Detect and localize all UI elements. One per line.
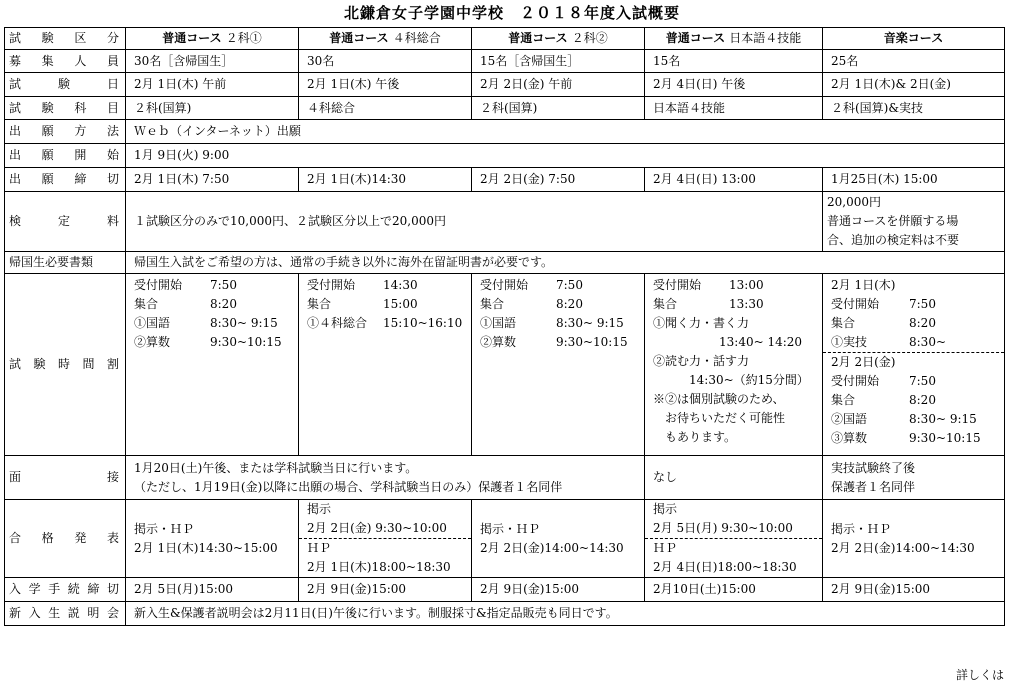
cell: 日本語４技能	[645, 97, 823, 120]
row-label-text	[9, 580, 119, 599]
label-char: 験	[33, 357, 46, 371]
cell: 2月 5日(月)15:00	[126, 578, 299, 602]
row-returnee	[5, 252, 1005, 274]
label-char: 間	[82, 357, 95, 371]
label-char: 員	[106, 53, 119, 68]
cell: 2月 1日(木) 午前	[126, 73, 299, 97]
label-char: 分	[106, 31, 119, 45]
schedule-col-2: 受付開始 14:30 集合 15:00 ①４科総合 15:10~16:10	[299, 274, 472, 456]
cell: 15名［含帰国生］	[472, 50, 645, 73]
label-char: 定	[57, 214, 70, 228]
row-label-text	[9, 146, 119, 165]
col-header-5: 音楽コース	[823, 28, 1005, 50]
cell: Ｗｅｂ（インターネット）出願	[126, 120, 1005, 144]
label-char: 出	[9, 172, 22, 186]
row-label-apply-method	[5, 120, 126, 144]
row-subjects	[5, 97, 1005, 120]
label-char: 格	[41, 531, 54, 545]
label-char: 試	[9, 77, 22, 91]
label-char: 合	[9, 531, 22, 545]
label-char: 入	[9, 582, 22, 596]
label-char: 験	[57, 77, 70, 91]
row-label-text	[9, 212, 119, 231]
label-char: 願	[41, 124, 54, 138]
results-col-1: 掲示・ＨＰ 2月 1日(木)14:30~15:00	[126, 500, 299, 578]
header-row	[5, 28, 1005, 50]
cell: なし	[645, 456, 823, 500]
label-char: 学	[28, 582, 41, 596]
cell: 2月 2日(金) 午前	[472, 73, 645, 97]
label-char: 会	[106, 606, 119, 620]
row-label-category	[5, 28, 126, 50]
label-char: 割	[106, 357, 119, 371]
row-apply-method	[5, 120, 1005, 144]
label-char: 出	[9, 124, 22, 138]
schedule-col-3: 受付開始 7:50 集合 8:20 ①国語 8:30~ 9:15 ②算数 9:30~10:15	[472, 274, 645, 456]
label-char: 始	[106, 148, 119, 162]
row-label-results	[5, 500, 126, 578]
row-label-fee	[5, 192, 126, 252]
schedule-col-1: 受付開始 7:50 集合 8:20 ①国語 8:30~ 9:15 ②算数 9:30~10:15	[126, 274, 299, 456]
label-char: 入	[28, 606, 41, 620]
row-label-text	[9, 170, 119, 189]
schedule-col-5: 2月 1日(木) 受付開始 7:50 集合 8:20 ①実技 8:30~ 2月 2日(金) 受付開始 7:50 集合 8:20 ②国語 8:30~ 9:15 ③算数 9:30~10:15	[823, 274, 1005, 456]
cell: 25名	[823, 50, 1005, 73]
label-char: 験	[41, 100, 54, 115]
cell: 2月 9日(金)15:00	[299, 578, 472, 602]
row-label-apply-deadline	[5, 168, 126, 192]
row-label-text	[9, 52, 119, 71]
label-char: 手	[48, 582, 61, 596]
page-title: 北鎌倉女子学園中学校 ２０１８年度入試概要	[343, 4, 680, 22]
row-label-text	[9, 529, 119, 548]
row-label-capacity	[5, 50, 126, 73]
row-capacity	[5, 50, 1005, 73]
label-char: 科	[74, 100, 87, 115]
cell: 2月 1日(木) 7:50	[126, 168, 299, 192]
cell: 2月 9日(金)15:00	[472, 578, 645, 602]
label-char: 目	[106, 100, 119, 115]
cell: 30名	[299, 50, 472, 73]
row-label-interview	[5, 456, 126, 500]
label-char: 区	[74, 31, 87, 45]
row-label-text	[9, 355, 119, 374]
cell-interview-music: 実技試験終了後 保護者１名同伴	[823, 456, 1005, 500]
label-char: 方	[74, 124, 87, 138]
label-char: 験	[41, 31, 54, 45]
cell: 2月 1日(木)& 2日(金)	[823, 73, 1005, 97]
row-label-text	[9, 604, 119, 623]
label-char: 願	[41, 172, 54, 186]
label-char: 人	[74, 53, 87, 68]
results-col-2: 掲示 2月 2日(金) 9:30~10:00 ＨＰ 2月 1日(木)18:00~18:30	[299, 500, 472, 578]
cell: 2月 1日(木)14:30	[299, 168, 472, 192]
cell: ４科総合	[299, 97, 472, 120]
label-char: 締	[74, 172, 87, 186]
label-char: 締	[87, 582, 100, 596]
cell: ２科(国算)	[126, 97, 299, 120]
cell: 2月 1日(木) 午後	[299, 73, 472, 97]
cell: 2月 4日(日) 午後	[645, 73, 823, 97]
row-schedule	[5, 274, 1005, 456]
row-label-schedule	[5, 274, 126, 456]
label-char: 試	[9, 100, 22, 115]
cell: 30名［含帰国生］	[126, 50, 299, 73]
label-char: 集	[41, 53, 54, 68]
results-col-4: 掲示 2月 5日(月) 9:30~10:00 ＨＰ 2月 4日(日)18:00~18:30	[645, 500, 823, 578]
results-col-5: 掲示・ＨＰ 2月 2日(金)14:00~14:30	[823, 500, 1005, 578]
row-apply-start	[5, 144, 1005, 168]
label-char: 切	[106, 172, 119, 186]
cell: 15名	[645, 50, 823, 73]
row-label-apply-start	[5, 144, 126, 168]
cell: 1月25日(木) 15:00	[823, 168, 1005, 192]
exam-overview-table	[4, 27, 1005, 626]
label-char: 続	[67, 582, 80, 596]
label-char: 出	[9, 148, 22, 162]
row-results	[5, 500, 1005, 578]
row-orientation	[5, 602, 1005, 626]
schedule-col-4: 受付開始 13:00 集合 13:30 ①聞く力・書く力 13:40~ 14:20 ②読む力・話す力 14:30~（約15分間） ※②は個別試験のため、 お待ちいただく可能性 もあります。	[645, 274, 823, 456]
cell: ２科(国算)&実技	[823, 97, 1005, 120]
row-label-returnee: 帰国生必要書類	[5, 252, 126, 274]
label-char: 日	[106, 77, 119, 91]
label-char: 開	[74, 148, 87, 162]
label-char: 明	[87, 606, 100, 620]
row-label-text	[9, 75, 119, 94]
footer-note: 詳しくは	[955, 668, 1004, 682]
label-char: 切	[106, 582, 119, 596]
row-label-exam-date	[5, 73, 126, 97]
row-label-text	[9, 122, 119, 141]
row-label-text	[9, 99, 119, 118]
label-char: 説	[67, 606, 80, 620]
label-char: 接	[106, 470, 119, 484]
row-enroll-deadline	[5, 578, 1005, 602]
cell-music-fee: 20,000円 普通コースを併願する場 合、追加の検定料は不要	[823, 192, 1005, 252]
label-char: 願	[41, 148, 54, 162]
label-char: 生	[48, 606, 61, 620]
label-char: 試	[9, 357, 22, 371]
cell-interview-main: 1月20日(土)午後、または学科試験当日に行います。 （ただし、1月19日(金)以降に出願の場合、学科試験当日のみ）保護者１名同伴	[126, 456, 645, 500]
row-apply-deadline	[5, 168, 1005, 192]
label-char: 新	[9, 606, 22, 620]
row-label-subjects	[5, 97, 126, 120]
row-fee	[5, 192, 1005, 252]
cell: １試験区分のみで10,000円、２試験区分以上で20,000円	[126, 192, 823, 252]
cell: 1月 9日(火) 9:00	[126, 144, 1005, 168]
cell: 2月 4日(日) 13:00	[645, 168, 823, 192]
row-label-text	[9, 468, 119, 487]
label-char: 試	[9, 31, 22, 45]
label-char: 時	[57, 357, 70, 371]
col-header-2: 普通コース ４科総合	[299, 28, 472, 50]
cell: ２科(国算)	[472, 97, 645, 120]
col-header-1: 普通コース ２科①	[126, 28, 299, 50]
cell: 新入生&保護者説明会は2月11日(日)午後に行います。制服採寸&指定品販売も同日です。	[126, 602, 1005, 626]
row-label-text	[9, 29, 119, 48]
row-interview	[5, 456, 1005, 500]
label-char: 料	[106, 214, 119, 228]
row-label-orientation	[5, 602, 126, 626]
label-char: 面	[9, 470, 22, 484]
cell: 2月10日(土)15:00	[645, 578, 823, 602]
label-char: 検	[9, 214, 22, 228]
label-char: 発	[74, 531, 87, 545]
row-exam-date	[5, 73, 1005, 97]
cell: 2月 9日(金)15:00	[823, 578, 1005, 602]
label-char: 法	[106, 124, 119, 138]
row-label-enroll-deadline	[5, 578, 126, 602]
col-header-3: 普通コース ２科②	[472, 28, 645, 50]
col-header-4: 普通コース 日本語４技能	[645, 28, 823, 50]
cell: 2月 2日(金) 7:50	[472, 168, 645, 192]
label-char: 表	[106, 531, 119, 545]
label-char: 募	[9, 53, 22, 68]
cell: 帰国生入試をご希望の方は、通常の手続き以外に海外在留証明書が必要です。	[126, 252, 1005, 274]
results-col-3: 掲示・ＨＰ 2月 2日(金)14:00~14:30	[472, 500, 645, 578]
